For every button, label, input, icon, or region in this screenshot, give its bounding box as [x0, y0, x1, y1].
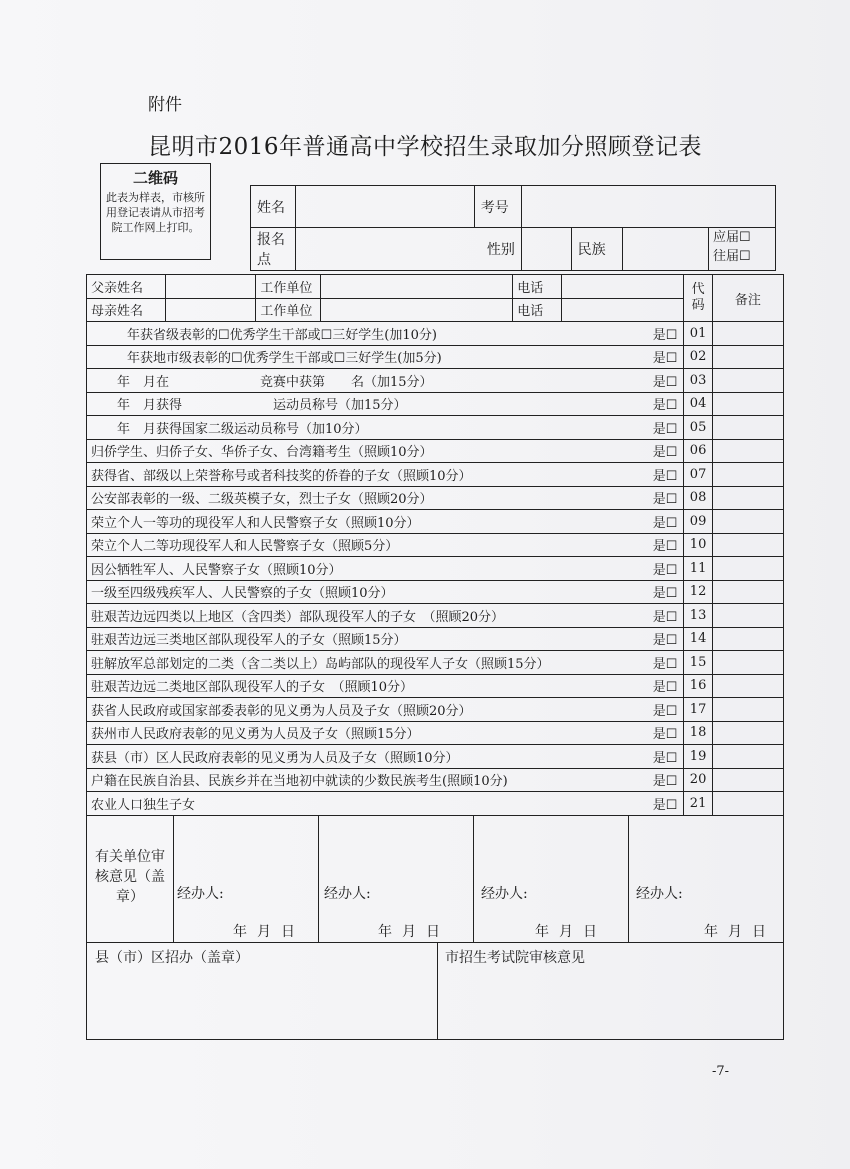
bonus-item-text: 年获省级表彰的☐优秀学生干部或☐三好学生(加10分) — [87, 322, 562, 346]
bonus-item-text: 获州市人民政府表彰的见义勇为人员及子女（照顾15分） — [87, 721, 562, 745]
bonus-item-checkbox[interactable]: 是☐ — [562, 604, 684, 628]
bonus-item-checkbox[interactable]: 是☐ — [562, 463, 684, 487]
code-header: 代码 — [684, 275, 712, 322]
bonus-item-checkbox[interactable]: 是☐ — [562, 369, 684, 393]
county-office-label: 县（市）区招办（盖章） — [95, 950, 249, 966]
bonus-item-checkbox[interactable]: 是☐ — [562, 557, 684, 581]
bonus-item-row — [87, 604, 784, 628]
exam-no-label: 考号 — [474, 186, 521, 228]
bonus-item-checkbox[interactable]: 是☐ — [562, 416, 684, 440]
bonus-item-row — [87, 580, 784, 604]
bonus-item-code: 12 — [684, 580, 712, 604]
bonus-item-checkbox[interactable]: 是☐ — [562, 698, 684, 722]
qr-heading: 二维码 — [132, 169, 178, 187]
date-label-3: 年月日 — [535, 924, 607, 940]
bonus-item-code: 14 — [684, 627, 712, 651]
review-cell-2[interactable] — [318, 815, 474, 942]
mother-phone-label: 电话 — [513, 298, 562, 322]
bonus-item-row — [87, 439, 784, 463]
bonus-item-row — [87, 674, 784, 698]
bonus-item-text: 获省人民政府或国家部委表彰的见义勇为人员及子女（照顾20分） — [87, 698, 562, 722]
city-review-label: 市招生考试院审核意见 — [445, 950, 585, 966]
bonus-item-row — [87, 392, 784, 416]
bonus-item-remark[interactable] — [712, 721, 783, 745]
page-title: 昆明市2016年普通高中学校招生录取加分照顾登记表 — [148, 134, 703, 160]
father-name-label: 父亲姓名 — [87, 275, 166, 299]
review-signature-section — [86, 815, 784, 943]
page-number: -7- — [712, 1064, 730, 1079]
bonus-item-remark[interactable] — [712, 510, 783, 534]
mother-work-label: 工作单位 — [256, 298, 321, 322]
agent-label-1: 经办人: — [177, 886, 224, 902]
bonus-item-row — [87, 416, 784, 440]
bonus-item-code: 07 — [684, 463, 712, 487]
bonus-item-remark[interactable] — [712, 580, 783, 604]
father-phone-value[interactable] — [562, 275, 684, 299]
bonus-item-text: 年获地市级表彰的☐优秀学生干部或☐三好学生(加5分) — [87, 345, 562, 369]
bonus-item-code: 19 — [684, 745, 712, 769]
father-phone-label: 电话 — [513, 275, 562, 299]
bonus-item-text: 获得省、部级以上荣誉称号或者科技奖的侨眷的子女（照顾10分） — [87, 463, 562, 487]
bonus-item-checkbox[interactable]: 是☐ — [562, 745, 684, 769]
bonus-item-checkbox[interactable]: 是☐ — [562, 322, 684, 346]
bonus-item-code: 01 — [684, 322, 712, 346]
bonus-item-row — [87, 651, 784, 675]
approval-section — [86, 943, 784, 1040]
current-grad-checkbox[interactable]: 应届☐ — [713, 230, 751, 245]
bonus-item-remark[interactable] — [712, 369, 783, 393]
bonus-item-code: 09 — [684, 510, 712, 534]
bonus-item-checkbox[interactable]: 是☐ — [562, 627, 684, 651]
bonus-item-text: 获县（市）区人民政府表彰的见义勇为人员及子女（照顾10分） — [87, 745, 562, 769]
agent-label-3: 经办人: — [481, 886, 528, 902]
bonus-item-text: 因公牺牲军人、人民警察子女（照顾10分） — [87, 557, 562, 581]
mother-name-label: 母亲姓名 — [87, 298, 166, 322]
bonus-item-checkbox[interactable]: 是☐ — [562, 674, 684, 698]
approval-divider — [437, 943, 438, 1039]
bonus-item-row — [87, 533, 784, 557]
bonus-item-checkbox[interactable]: 是☐ — [562, 510, 684, 534]
bonus-item-checkbox[interactable]: 是☐ — [562, 486, 684, 510]
bonus-item-code: 13 — [684, 604, 712, 628]
bonus-item-code: 21 — [684, 792, 712, 816]
bonus-item-checkbox[interactable]: 是☐ — [562, 651, 684, 675]
bonus-item-row — [87, 792, 784, 816]
bonus-item-text: 一级至四级残疾军人、人民警察的子女（照顾10分） — [87, 580, 562, 604]
bonus-item-row — [87, 745, 784, 769]
reg-point-value[interactable] — [296, 228, 474, 271]
bonus-item-code: 02 — [684, 345, 712, 369]
bonus-item-row — [87, 627, 784, 651]
qr-note: 此表为样表，市核所用登记表请从市招考院工作网上打印。 — [106, 191, 205, 234]
bonus-item-remark[interactable] — [712, 557, 783, 581]
bonus-item-checkbox[interactable]: 是☐ — [562, 439, 684, 463]
bonus-item-checkbox[interactable]: 是☐ — [562, 721, 684, 745]
attachment-label: 附件 — [148, 95, 182, 115]
bonus-item-code: 11 — [684, 557, 712, 581]
name-label: 姓名 — [251, 186, 296, 228]
father-work-value[interactable] — [321, 275, 513, 299]
father-work-label: 工作单位 — [256, 275, 321, 299]
date-label-4: 年月日 — [704, 924, 776, 940]
father-name-value[interactable] — [165, 275, 256, 299]
review-cell-3[interactable] — [473, 815, 629, 942]
bonus-points-table — [86, 274, 784, 816]
bonus-item-row — [87, 322, 784, 346]
ethnicity-label: 民族 — [571, 228, 622, 271]
bonus-item-remark[interactable] — [712, 745, 783, 769]
gender-value[interactable] — [521, 228, 571, 271]
bonus-item-text: 农业人口独生子女 — [87, 792, 562, 816]
mother-name-value[interactable] — [165, 298, 256, 322]
bonus-item-row — [87, 698, 784, 722]
bonus-item-checkbox[interactable]: 是☐ — [562, 580, 684, 604]
bonus-item-text: 荣立个人二等功现役军人和人民警察子女（照顾5分） — [87, 533, 562, 557]
bonus-item-code: 17 — [684, 698, 712, 722]
mother-work-value[interactable] — [321, 298, 513, 322]
bonus-item-text: 公安部表彰的一级、二级英模子女，烈士子女（照顾20分） — [87, 486, 562, 510]
date-label-1: 年月日 — [233, 924, 305, 940]
bonus-item-text: 年 月获得国家二级运动员称号（加10分） — [87, 416, 562, 440]
bonus-item-code: 18 — [684, 721, 712, 745]
bonus-item-code: 05 — [684, 416, 712, 440]
bonus-item-code: 20 — [684, 768, 712, 792]
bonus-item-remark[interactable] — [712, 392, 783, 416]
bonus-item-remark[interactable] — [712, 627, 783, 651]
bonus-item-row — [87, 768, 784, 792]
exam-no-value[interactable] — [521, 186, 775, 228]
bonus-item-code: 15 — [684, 651, 712, 675]
bonus-item-code: 04 — [684, 392, 712, 416]
bonus-item-checkbox[interactable]: 是☐ — [562, 392, 684, 416]
bonus-item-text: 驻艰苦边远二类地区部队现役军人的子女 （照顾10分） — [87, 674, 562, 698]
bonus-item-remark[interactable] — [712, 651, 783, 675]
past-grad-checkbox[interactable]: 往届☐ — [713, 249, 751, 264]
bonus-item-row — [87, 369, 784, 393]
review-label: 有关单位审核意见（盖章） — [95, 849, 165, 905]
bonus-items — [87, 322, 784, 816]
bonus-item-text: 荣立个人一等功的现役军人和人民警察子女（照顾10分） — [87, 510, 562, 534]
bonus-item-text: 年 月在 竞赛中获第 名（加15分） — [87, 369, 562, 393]
bonus-item-code: 03 — [684, 369, 712, 393]
review-cell-1[interactable] — [173, 815, 319, 942]
bonus-item-text: 驻解放军总部划定的二类（含二类以上）岛屿部队的现役军人子女（照顾15分） — [87, 651, 562, 675]
bonus-item-remark[interactable] — [712, 792, 783, 816]
gender-label: 性别 — [474, 228, 521, 271]
bonus-item-remark[interactable] — [712, 463, 783, 487]
bonus-item-row — [87, 721, 784, 745]
bonus-item-checkbox[interactable]: 是☐ — [562, 792, 684, 816]
bonus-item-text: 年 月获得 运动员称号（加15分） — [87, 392, 562, 416]
bonus-item-row — [87, 510, 784, 534]
bonus-item-row — [87, 463, 784, 487]
bonus-item-code: 16 — [684, 674, 712, 698]
bonus-item-checkbox[interactable]: 是☐ — [562, 768, 684, 792]
reg-point-label: 报名点 — [251, 228, 296, 271]
ethnicity-value[interactable] — [623, 228, 709, 270]
bonus-item-remark[interactable] — [712, 486, 783, 510]
bonus-item-remark[interactable] — [712, 698, 783, 722]
bonus-item-code: 10 — [684, 533, 712, 557]
bonus-item-remark[interactable] — [712, 322, 783, 346]
name-value[interactable] — [296, 186, 474, 228]
bonus-item-row — [87, 486, 784, 510]
bonus-item-code: 06 — [684, 439, 712, 463]
bonus-item-text: 驻艰苦边远四类以上地区（含四类）部队现役军人的子女 （照顾20分） — [87, 604, 562, 628]
bonus-item-checkbox[interactable]: 是☐ — [562, 533, 684, 557]
agent-label-4: 经办人: — [636, 886, 683, 902]
student-info-table — [250, 185, 776, 271]
agent-label-2: 经办人: — [324, 886, 371, 902]
date-label-2: 年月日 — [378, 924, 450, 940]
bonus-item-checkbox[interactable]: 是☐ — [562, 345, 684, 369]
bonus-item-text: 归侨学生、归侨子女、华侨子女、台湾籍考生（照顾10分） — [87, 439, 562, 463]
bonus-item-text: 驻艰苦边远三类地区部队现役军人的子女（照顾15分） — [87, 627, 562, 651]
review-label-cell — [87, 815, 174, 942]
bonus-item-row — [87, 557, 784, 581]
bonus-item-remark[interactable] — [712, 604, 783, 628]
bonus-item-code: 08 — [684, 486, 712, 510]
bonus-item-remark[interactable] — [712, 439, 783, 463]
review-cell-4[interactable] — [628, 815, 783, 942]
bonus-item-remark[interactable] — [712, 533, 783, 557]
bonus-item-row — [87, 345, 784, 369]
mother-phone-value[interactable] — [562, 298, 684, 322]
qr-code-box — [100, 163, 211, 260]
remark-header: 备注 — [712, 275, 783, 322]
bonus-item-remark[interactable] — [712, 674, 783, 698]
bonus-item-remark[interactable] — [712, 416, 783, 440]
bonus-item-remark[interactable] — [712, 768, 783, 792]
bonus-item-text: 户籍在民族自治县、民族乡并在当地初中就读的少数民族考生(照顾10分) — [87, 768, 562, 792]
bonus-item-remark[interactable] — [712, 345, 783, 369]
